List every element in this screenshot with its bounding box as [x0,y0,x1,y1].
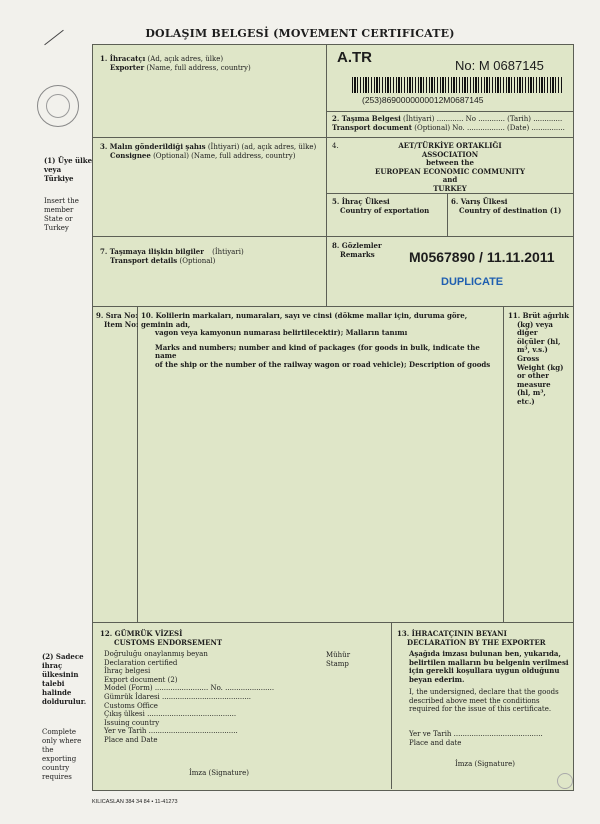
duplicate-stamp: DUPLICATE [441,276,504,288]
box3-label: 3. Malın gönderildiği şahıs (İhtiyari) (ad, açık adres, ülke) Consignee (Optional) (Name, full address, country) [100,142,317,160]
box8-label: 8. Gözlemler Remarks [332,241,382,259]
box10-label: 10. Kolilerin markaları, numaraları, sayı ve cinsi (dökme mallar için, duruma göre, geminin adı, vagon veya kamyonun numarası belirtilecektir); Malların tanımı Marks and numbers; number and kind of packages (for goods in bulk, indicate the name of the ship or the number of the railway wagon or road vehicle); Description of goods [141,311,491,369]
margin-note-only-en: Complete only where the exporting country requires [42,728,82,781]
margin-note-member: (1) Üye ülke veya Türkiye [44,156,93,183]
place-and-date: Yer ve Tarih ........................................ Place and date [409,730,543,747]
association-title: AET/TÜRKİYE ORTAKLIĞI ASSOCIATION between the EUROPEAN ECONOMIC COMMUNITY and TURKEY [375,141,525,193]
divider [92,622,573,623]
exporter-signature: İmza (Signature) [455,760,515,768]
certificate-number: No: M 0687145 [455,58,544,73]
margin-note-insert: Insert the member State or Turkey [44,197,79,232]
box12-title: 12. GÜMRÜK VİZESİ CUSTOMS ENDORSEMENT [100,629,223,647]
box11-label: 11. Brüt ağırlık (kg) veya diğer ölçüler (hl, m³, v.s.) Gross Weight (kg) or other measure (hl, m³, etc.) [508,311,569,406]
corner-mark [557,773,573,789]
remarks-value: M0567890 / 11.11.2011 [409,249,555,265]
box2-label: 2. Taşıma Belgesi (İhtiyari) ............ No ............ (Tarih) ............. Transport document (Optional) No. ................. (Date) ............... [332,114,565,132]
divider [447,193,448,236]
customs-endorsement-lines: Doğruluğu onaylanmış beyan Declaration certified İhraç belgesi Export document (2) Model (Form) ........................ No. ...................... Gümrük İdaresi ........................................ Customs Office Çıkış ülkesi ........................................ Issuing country Yer ve Tarih ........................................ Place and Date [104,650,275,744]
divider [503,306,504,623]
box5-label: 5. İhraç Ülkesi Country of exportation [332,197,430,215]
declaration-en: I, the undersigned, declare that the goods described above meet the conditions required for the issue of this certificate. [409,688,559,714]
document-title: DOLAŞIM BELGESİ (MOVEMENT CERTIFICATE) [145,27,455,40]
customs-signature: İmza (Signature) [189,769,249,777]
divider [391,622,392,789]
margin-note-only-tr: (2) Sadece ihraç ülkesinin talebi halinde doldurulur. [42,652,87,706]
divider [92,137,573,138]
printer-footer: KILICASLAN 384 34 84 • 11-41273 [92,799,178,805]
barcode-number: (253)8690000000012M0687145 [362,95,484,105]
box7-label: 7. Taşımaya ilişkin bilgiler (İhtiyari) Transport details (Optional) [100,247,244,265]
declaration-tr: Aşağıda imzası bulunan ben, yukarıda, belirtilen malların bu belgenin verilmesi için gerekli koşullara uygun olduğunu beyan ederim. [409,649,569,684]
box1-label: 1. İhracatçı (Ad, açık adres, ülke) Exporter (Name, full address, country) [100,54,251,72]
ministry-seal [37,85,79,127]
box4-number: 4. [332,142,339,150]
barcode [352,77,562,93]
divider [92,306,573,307]
box9-label: 9. Sıra No: Item No: [96,311,139,329]
box13-title: 13. İHRACATÇININ BEYANI DECLARATION BY THE EXPORTER [397,629,546,647]
box6-label: 6. Varış Ülkesi Country of destination (1) [451,197,562,215]
stamp-label: Mühür Stamp [326,651,351,668]
divider [326,111,573,112]
divider [326,44,327,307]
divider [137,306,138,623]
certificate-code: A.TR [337,49,372,66]
divider [92,236,573,237]
